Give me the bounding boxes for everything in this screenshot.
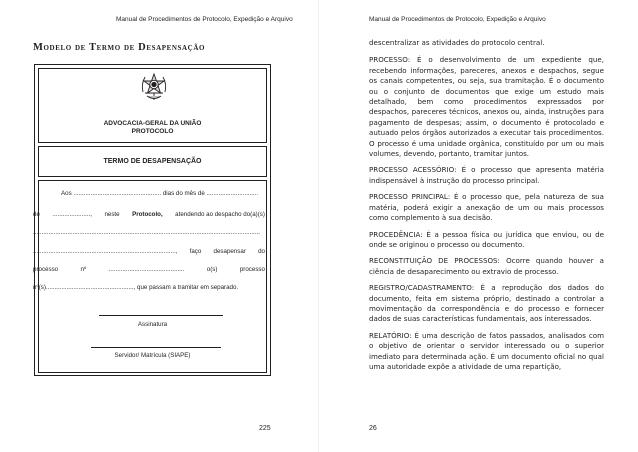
form-line-6 [33,284,238,291]
form-frame [34,64,271,376]
glossary-entry-registro [369,283,604,325]
glossary-term: PROCESSO ACESSÓRIO: [369,165,457,175]
glossary-entry-processo [369,55,604,159]
glossary-definition: É a reprodução dos dados do documento, feita em sistema próprio, destinado a controlar a movimentação da correspondência e do processo e fornecer dados de suas características fundamentais, aos interessados. [369,283,604,324]
glossary-entry-procedencia [369,230,604,251]
form-line-2 [33,211,265,218]
server-signature-line [91,347,221,348]
page-number-left: 225 [259,425,271,432]
blank-authority: ..................................................................................., [33,248,178,255]
blank-year: ......................, [52,211,92,218]
glossary-term: RELATÓRIO: [369,330,412,340]
text-os: o(s) [206,266,218,273]
text-processo: processo [33,266,59,273]
form-line-4 [33,248,265,255]
glossary-term: PROCESSO PRINCIPAL: [369,192,451,202]
blank-despacho: .................................................................................................................................... [33,229,260,236]
form-body-box [33,180,267,373]
text-desapensar: desapensar [213,248,246,255]
text-dias: dias do mês de [162,190,205,197]
text-de: de [33,211,40,218]
glossary-term: PROCEDÊNCIA: [369,229,423,239]
text-processo-2: processo [239,266,265,273]
text-protocolo: Protocolo, [132,211,163,218]
agency-line-1: ADVOCACIA-GERAL DA UNIÃO [103,120,202,127]
glossary-entry-relatorio [369,331,604,373]
glossary-definition: Ocorre quando houver a ciência de desaparecimento ou extravio de processo. [369,256,604,276]
form-header-box [38,68,267,143]
text-aos: Aos [61,190,72,197]
page-number-right: 26 [369,425,377,432]
form-line-1 [61,190,258,197]
glossary-continuation: descentralizar as atividades do protocolo central. [369,38,545,47]
glossary-definition: É o processo que, pela natureza de sua matéria, poderá exigir a anexação de um ou mais processos como complemento à sua decisão. [369,192,604,223]
blank-process-number: ............................................ [108,266,185,273]
agency-name [39,120,266,136]
form-line-3 [33,229,265,236]
glossary-term: RECONSTITUIÇÃO DE PROCESSOS: [369,256,500,266]
text-despacho: atendendo ao despacho do(a)(s) [175,211,265,218]
text-neste: neste [104,211,120,218]
blank-month: .............................. [206,190,259,197]
glossary-entry-reconstituicao [369,256,604,277]
glossary-term: REGISTRO/CADASTRAMENTO: [369,283,475,293]
text-faco: faço [189,248,202,255]
server-label: Servidor/ Matrícula (SIAPE) [114,352,191,359]
running-head-right: Manual de Procedimentos de Protocolo, Expedição e Arquivo [369,16,546,23]
blank-day: ................................................... [73,190,162,197]
glossary-definition: É o desenvolvimento de um expediente que, recebendo informações, pareceres, anexos e despachos, segue os canais competentes, ou seja, sua tramitação. É o documento ou o conjunto de documentos que exige um estudo mais detalhado, bem como procedimentos expressados por despachos, pareceres técnicos, anexos ou, ainda, instruções para pagamento de despesas; assim, o documento é protocolado e autuado pelos órgãos autorizados a executar tais procedimentos. O processo é uma unidade orgânica, constituído por um ou mais volumes, devendo, portanto, tramitar juntos. [369,55,604,159]
running-head-left: Manual de Procedimentos de Protocolo, Expedição e Arquivo [116,16,293,23]
glossary-entry-processo-acessorio [369,165,604,186]
glossary-definition: É o processo que apresenta matéria indispensável à instrução do processo principal. [369,165,604,185]
form-title: TERMO DE DESAPENSAÇÃO [103,158,202,165]
agency-line-2: PROTOCOLO [131,128,174,135]
text-tramitar: , que passam a tramitar em separado. [133,284,239,291]
glossary-text [369,38,604,378]
signature-label: Assinatura [137,321,168,328]
glossary-definition: É uma descrição de fatos passados, analisados com o objetivo de orientar o servidor interessado ou o superior imediato para determinada ação. É um documento oficial no qual uma autoridade expõe a atividade de uma repartição, [369,330,604,371]
signature-line [99,315,223,316]
glossary-definition: É a pessoa física ou jurídica que enviou, ou de onde se originou o processo ou documento. [369,229,604,249]
text-numero: nº [80,266,87,273]
right-page [319,0,638,452]
form-title-box [38,146,267,177]
section-title: Modelo de Termo de Desapensação [33,42,206,53]
form-line-5 [33,266,265,273]
blank-process-numbers: ................................................... [45,284,134,291]
brazil-coat-of-arms-icon [139,72,169,103]
glossary-term: PROCESSO: [369,55,411,65]
text-do: do [258,248,265,255]
glossary-entry-processo-principal [369,192,604,223]
text-numeros: nº(s) [33,284,46,291]
